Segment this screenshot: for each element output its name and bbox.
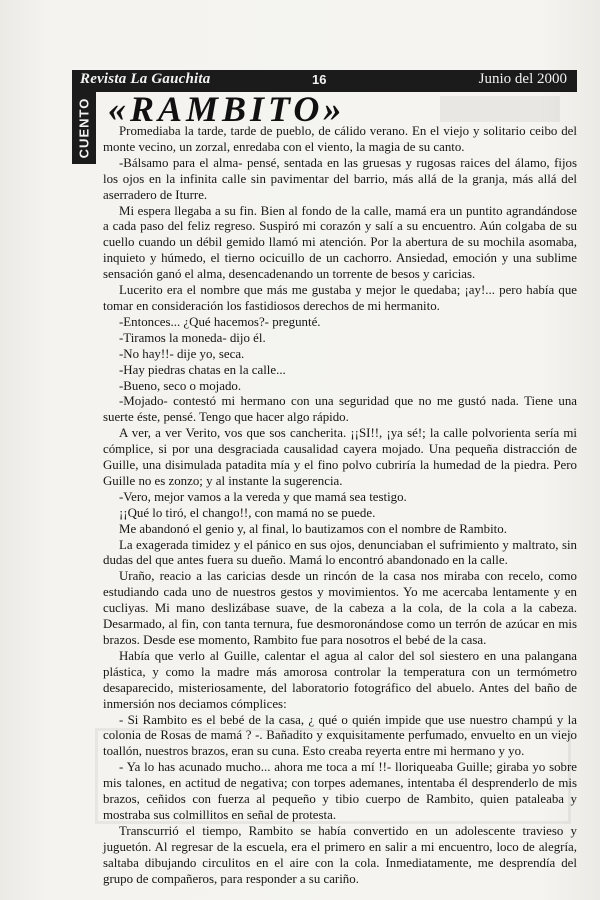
paragraph: -No hay!!- dije yo, seca.: [119, 346, 245, 361]
paragraph: - Si Rambito es el bebé de la casa, ¿ qué o quién impide que use nuestro champú y la colonia de Rosas de mamá ? -. Bañadito y exquisitamente perfumado, envuelto en un viejo toallón, nuestros brazos, eran su cuna. Esto creaba reyerta entre mi hermano y yo.: [103, 712, 577, 759]
issue-date: Junio del 2000: [478, 71, 567, 87]
page-number: 16: [312, 72, 327, 87]
story-body: [103, 124, 577, 888]
paragraph: -Bueno, seco o mojado.: [119, 378, 242, 393]
story-title: «RAMBITO»: [108, 89, 346, 129]
paragraph: -Mojado- contestó mi hermano con una seguridad que no me gustó nada. Tiene una suerte éste, pensé. Tengo que hacer algo rápido.: [103, 394, 577, 425]
section-tab: [72, 92, 96, 164]
magazine-name: Revista La Gauchita: [80, 71, 211, 87]
paragraph: La exagerada timidez y el pánico en sus ojos, denunciaban el sufrimiento y maltrato, sin dudas del que antes fuera su dueño. Mamá lo encontró abandonado en la calle.: [103, 537, 577, 568]
paragraph: Mi espera llegaba a su fin. Bien al fondo de la calle, mamá era un puntito agrandándose a cada paso del feliz regreso. Suspiró mi corazón y salí a su encuentro. Aún colgaba de su cuello cuando un débil gemido llamó mi atención. Por la abertura de su mochila asomaba, inquieto y húmedo, el tierno ocicuillo de un cachorro. Ansiedad, emoción y una sublime sensación ganó el alma, desencadenando un torrente de besos y caricias.: [103, 203, 577, 282]
paragraph: ¡¡Qué lo tiró, el chango!!, con mamá no se puede.: [119, 505, 376, 520]
paragraph: Había que verlo al Guille, calentar el agua al calor del sol siestero en una palangana plástica, y como la madre más amorosa controlar la temperatura con un termómetro desaparecido, misteriosamente, del laboratorio fotográfico del abuelo. Antes del baño de inmersión nos deciamos cómplices:: [103, 648, 577, 711]
paragraph: - Ya lo has acunado mucho... ahora me toca a mí !!- lloriqueaba Guille; giraba yo sobre mis talones, en actitud de negativa; con torpes ademanes, intentaba él desprenderlo de mis brazos, ceñidos con fuerza al pequeño y tibio cuerpo de Rambito, quien pataleaba y mostraba sus colmillitos en señal de protesta.: [103, 760, 577, 822]
paragraph: Uraño, reacio a las caricias desde un rincón de la casa nos miraba con recelo, como estudiando cada uno de nuestros gestos y movimientos. Yo me acercaba lentamente y en cucliyas. Mi mano deslizábase suave, de la cabeza a la cola, de la cola a la cabeza. Desarmado, al fin, con tanta ternura, fue desmoronándose como un terrón de azúcar en mis brazos. Desde ese momento, Rambito fue para nosotros el bebé de la casa.: [103, 569, 577, 647]
paragraph: -Entonces... ¿Qué hacemos?- pregunté.: [119, 314, 321, 329]
paragraph: A ver, a ver Verito, vos que sos cancherita. ¡¡SI!!, ¡ya sé!; la calle polvorienta sería mi cómplice, si por una desgraciada causalidad cayera mojado. Una pequeña distracción de Guille, una disimulada patadita mía y el fino polvo cubriría la humedad de la piedra. Pero Guille no es zonzo; y al instante la sugerencia.: [103, 426, 577, 488]
paragraph: Me abandonó el genio y, al final, lo bautizamos con el nombre de Rambito.: [119, 521, 507, 536]
paragraph: -Hay piedras chatas en la calle...: [119, 362, 286, 377]
paragraph: -Vero, mejor vamos a la vereda y que mamá sea testigo.: [119, 489, 407, 504]
paragraph: Lucerito era el nombre que más me gustaba y mejor le quedaba; ¡ay!... pero había que tomar en consideración los fastidiosos derechos de mi hermanito.: [103, 283, 577, 313]
section-tab-label: CUENTO: [76, 97, 92, 159]
paragraph: -Bálsamo para el alma- pensé, sentada en las gruesas y rugosas raices del álamo, fijos los ojos en la infinita calle sin pavimentar del barrio, más allá de la granja, más allá del aserradero de Iturre.: [103, 155, 577, 202]
paragraph: Promediaba la tarde, tarde de pueblo, de cálido verano. En el viejo y solitario ceibo del monte vecino, un zorzal, enredaba con el viento, la magia de su canto.: [103, 124, 577, 154]
paragraph: Transcurrió el tiempo, Rambito se había convertido en un adolescente travieso y juguetón. Al regresar de la escuela, era el primero en salir a mi encuentro, loco de alegría, saltaba dibujando circulitos en el aire con la cola. Inmediatamente, me desprendía del grupo de compañeros, para responder a su cariño.: [103, 823, 577, 886]
bleed-through-mark: [440, 96, 560, 122]
paragraph: -Tiramos la moneda- dijo él.: [119, 330, 266, 345]
